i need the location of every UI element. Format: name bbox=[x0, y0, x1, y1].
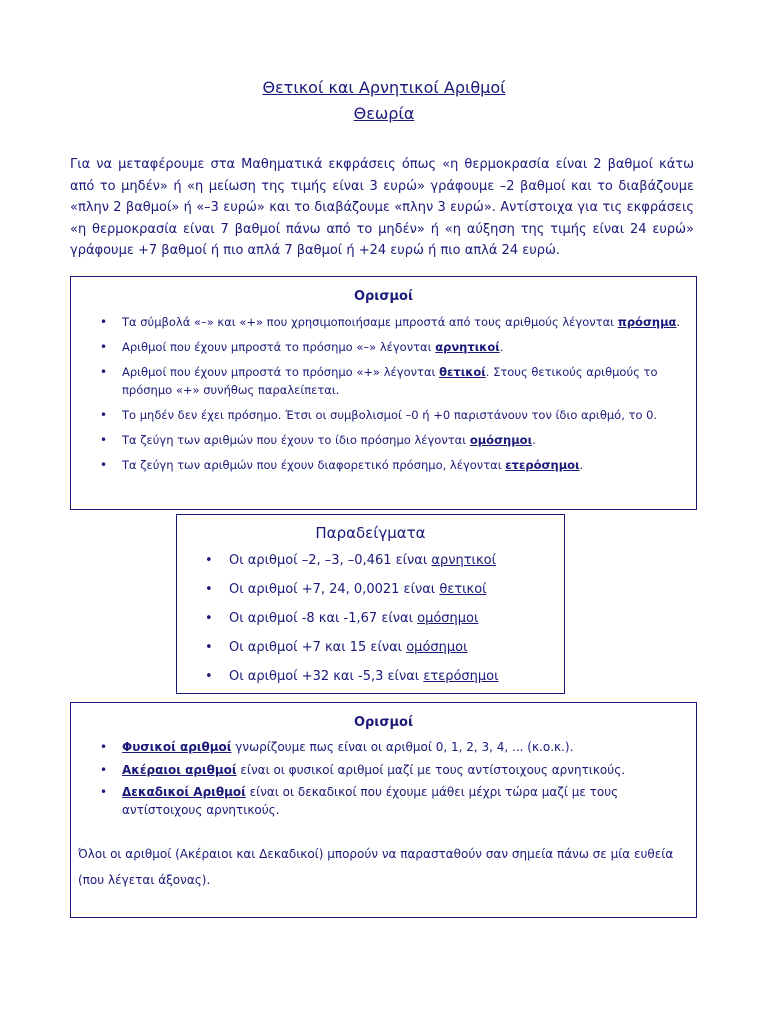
list-item bbox=[71, 739, 696, 757]
list-item bbox=[71, 339, 696, 357]
number-sets-box bbox=[70, 702, 697, 918]
item-text: Τα ζεύγη των αριθμών που έχουν διαφορετικό πρόσημο, λέγονται bbox=[122, 457, 506, 472]
list-item bbox=[177, 580, 564, 599]
item-text-end: . Στους θετικούς αριθμούς το πρόσημο «+» συνήθως παραλείπεται. bbox=[122, 365, 658, 397]
item-text: Οι αριθμοί +32 και -5,3 είναι bbox=[229, 669, 424, 684]
item-text-end: . bbox=[532, 432, 536, 447]
list-item bbox=[177, 638, 564, 657]
definitions-heading: Ορισμοί bbox=[353, 289, 414, 304]
list-item bbox=[177, 667, 564, 686]
example-keyword: ομόσημοι bbox=[417, 611, 479, 626]
list-item bbox=[71, 784, 696, 819]
example-keyword: αρνητικοί bbox=[431, 553, 496, 568]
term-positive: θετικοί bbox=[439, 365, 486, 379]
term-opposite-sign: ετερόσημοι bbox=[505, 457, 580, 472]
item-text: είναι οι δεκαδικοί που έχουμε μάθει μέχρι τώρα μαζί με τους αντίστοιχους αρνητικούς. bbox=[122, 785, 619, 817]
list-item bbox=[71, 762, 696, 780]
number-sets-heading: Ορισμοί bbox=[353, 715, 414, 730]
page-title: Θετικοί και Αρνητικοί Αριθμοί bbox=[262, 78, 506, 97]
intro-paragraph: Για να μεταφέρουμε στα Μαθηματικά εκφράσεις όπως «η θερμοκρασία είναι 2 βαθμοί κάτω από το μηδέν» ή «η μείωση της τιμής είναι 3 ευρώ» γράφουμε –2 βαθμοί και το διαβάζουμε «πλην 2 βαθμοί» ή «–3 ευρώ» και το διαβάζουμε «πλην 3 ευρώ». Αντίστοιχα για τις εκφράσεις «η θερμοκρασία είναι 7 βαθμοί πάνω από το μηδέν» ή «η αύξηση της τιμής είναι 24 ευρώ» γράφουμε +7 βαθμοί ή πιο απλά 7 βαθμοί ή +24 ευρώ ή πιο απλά 24 ευρώ. bbox=[70, 157, 694, 258]
examples-list bbox=[177, 551, 564, 686]
examples-box bbox=[176, 514, 565, 694]
closing-paragraph: Όλοι οι αριθμοί (Ακέραιοι και Δεκαδικοί) μπορούν να παρασταθούν σαν σημεία πάνω σε μία ευθεία (που λέγεται άξονας). bbox=[78, 847, 674, 887]
item-text: γνωρίζουμε πως είναι οι αριθμοί 0, 1, 2, 3, 4, ... (κ.ο.κ.). bbox=[231, 740, 574, 754]
number-sets-list bbox=[71, 739, 696, 819]
examples-heading: Παραδείγματα bbox=[315, 524, 426, 542]
term-sign: πρόσημα bbox=[617, 315, 677, 329]
item-text: Αριθμοί που έχουν μπροστά το πρόσημο «–» λέγονται bbox=[122, 340, 436, 354]
item-text: Τα ζεύγη των αριθμών που έχουν το ίδιο πρόσημο λέγονται bbox=[122, 432, 470, 447]
term-negative: αρνητικοί bbox=[435, 340, 500, 354]
list-item bbox=[71, 364, 696, 399]
definitions-list bbox=[71, 314, 696, 474]
item-text-end: . bbox=[579, 457, 584, 472]
item-text-end: . bbox=[499, 340, 504, 354]
example-keyword: ετερόσημοι bbox=[423, 669, 499, 684]
item-text: Οι αριθμοί +7 και 15 είναι bbox=[229, 640, 407, 655]
definitions-box bbox=[70, 276, 697, 510]
list-item bbox=[71, 314, 696, 332]
item-text: Αριθμοί που έχουν μπροστά το πρόσημο «+» λέγονται bbox=[122, 365, 440, 379]
item-text: είναι οι φυσικοί αριθμοί μαζί με τους αντίστοιχους αρνητικούς. bbox=[236, 762, 626, 777]
list-item bbox=[177, 551, 564, 570]
example-keyword: ομόσημοι bbox=[406, 640, 468, 655]
list-item bbox=[177, 609, 564, 628]
term-decimals: Δεκαδικοί Αριθμοί bbox=[122, 785, 246, 799]
page-subtitle: Θεωρία bbox=[353, 104, 415, 123]
term-natural-numbers: Φυσικοί αριθμοί bbox=[122, 740, 232, 754]
item-text: Οι αριθμοί -8 και -1,67 είναι bbox=[229, 611, 418, 626]
term-integers: Ακέραιοι αριθμοί bbox=[122, 762, 237, 777]
term-same-sign: ομόσημοι bbox=[469, 432, 533, 447]
item-text-end: . bbox=[676, 315, 681, 329]
item-text: Τα σύμβολά «–» και «+» που χρησιμοποιήσαμε μπροστά από τους αριθμούς λέγονται bbox=[122, 315, 618, 329]
list-item bbox=[71, 457, 696, 475]
list-item bbox=[71, 432, 696, 450]
list-item bbox=[71, 407, 696, 425]
item-text: Το μηδέν δεν έχει πρόσημο. Έτσι οι συμβολισμοί –0 ή +0 παριστάνουν τον ίδιο αριθμό, το 0. bbox=[122, 407, 658, 422]
example-keyword: θετικοί bbox=[439, 582, 487, 597]
item-text: Οι αριθμοί –2, –3, –0,461 είναι bbox=[229, 553, 432, 568]
item-text: Οι αριθμοί +7, 24, 0,0021 είναι bbox=[229, 582, 440, 597]
